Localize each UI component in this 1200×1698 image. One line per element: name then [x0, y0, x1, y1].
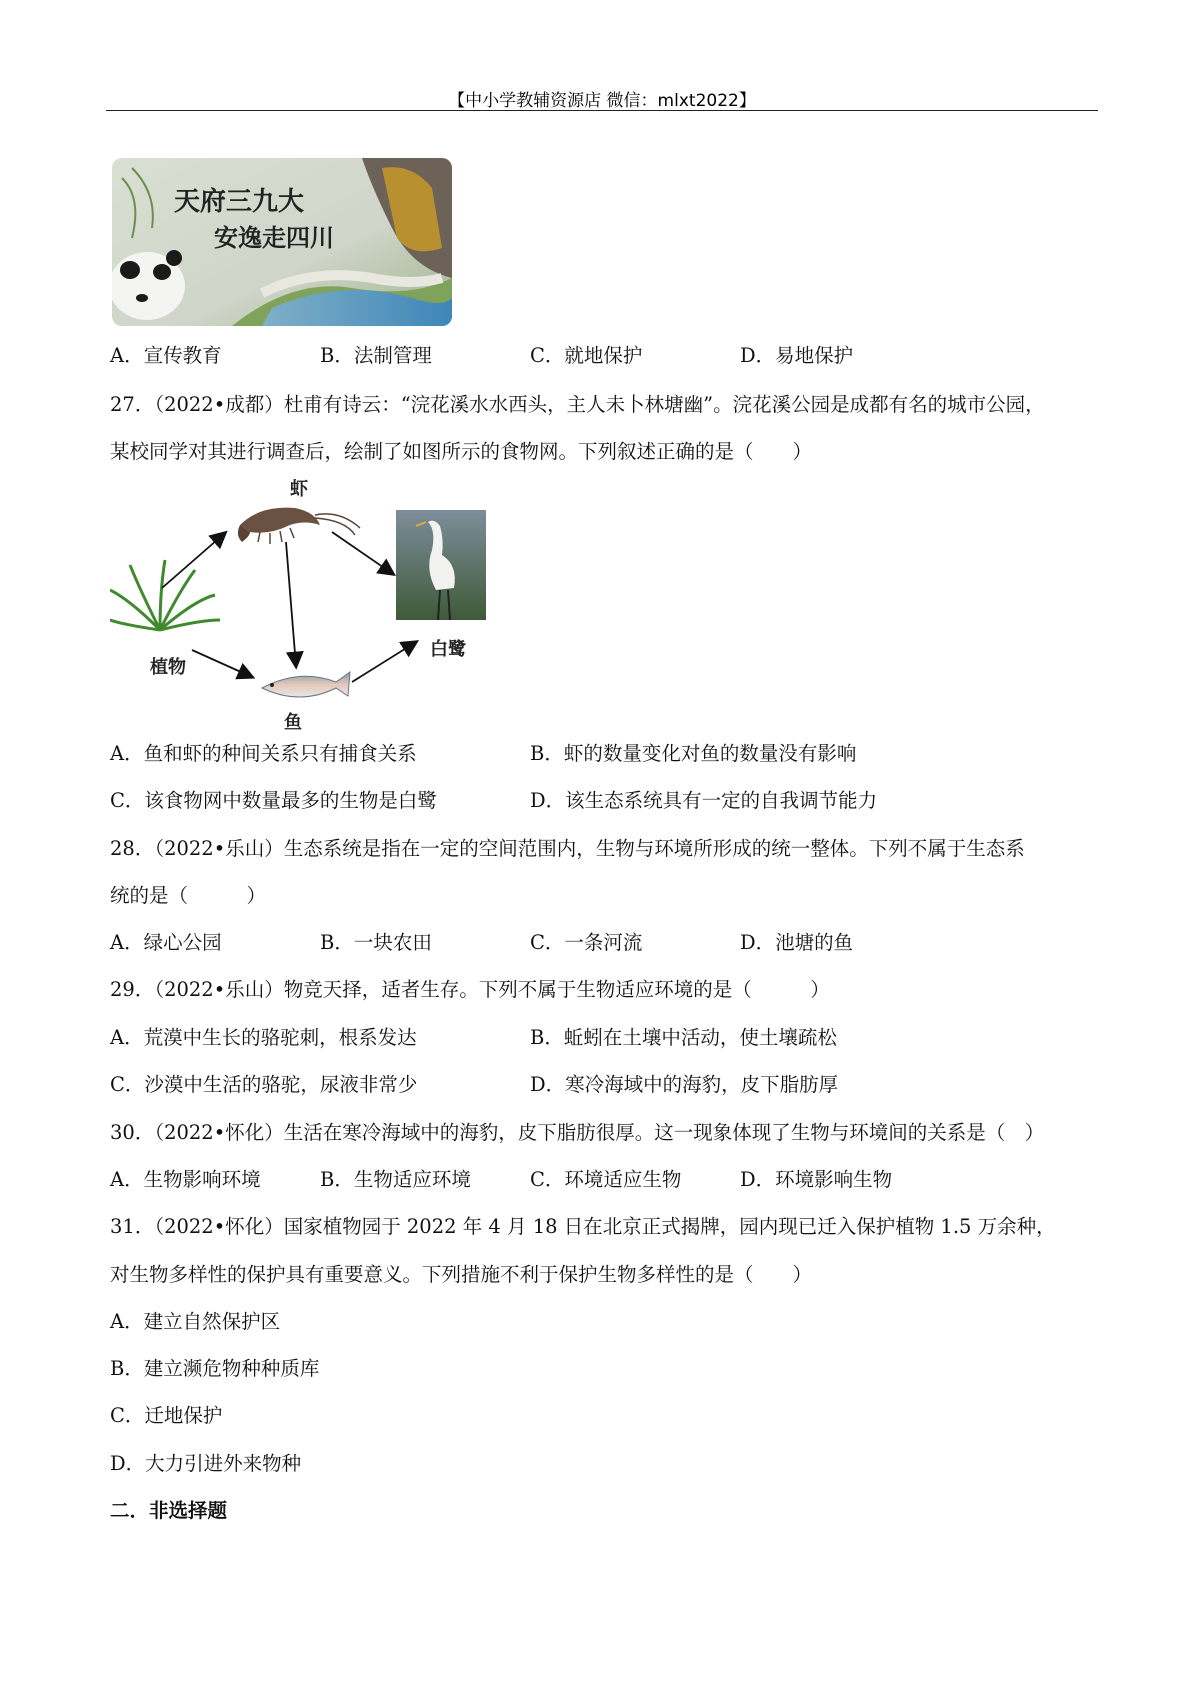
plant-image [110, 560, 220, 630]
arrow-shrimp-to-egret [332, 532, 393, 574]
q30-option-c: C．环境适应生物 [530, 1168, 682, 1191]
fish-image [262, 672, 350, 697]
q27-stem-line2: 某校同学对其进行调查后，绘制了如图所示的食物网。下列叙述正确的是（ ） [110, 440, 813, 463]
q26-option-b: B．法制管理 [320, 344, 432, 367]
label-plant: 植物 [150, 657, 186, 678]
q31-option-d: D．大力引进外来物种 [110, 1452, 302, 1475]
q26-option-a: A．宣传教育 [110, 344, 222, 367]
arrow-shrimp-to-fish [286, 542, 296, 666]
q29-option-b: B．蚯蚓在土壤中活动，使土壤疏松 [530, 1026, 837, 1049]
q30-option-d: D．环境影响生物 [740, 1168, 893, 1191]
label-fish: 鱼 [284, 712, 302, 733]
q31-stem-line1: 31．（2022•怀化）国家植物园于 2022 年 4 月 18 日在北京正式揭牌，园内现已迁入保护植物 1.5 万余种， [110, 1215, 1056, 1238]
q29-option-a: A．荒漠中生长的骆驼刺，根系发达 [110, 1026, 417, 1049]
page-header: 【中小学教辅资源店 微信：mlxt2022】 [448, 91, 756, 111]
q28-option-a: A．绿心公园 [110, 931, 222, 954]
q27-option-a: A．鱼和虾的种间关系只有捕食关系 [110, 742, 417, 765]
q30-stem-line1: 30．（2022•怀化）生活在寒冷海域中的海豹，皮下脂肪很厚。这一现象体现了生物与环境间的关系是（ ） [110, 1121, 1045, 1144]
q29-stem-line1: 29．（2022•乐山）物竞天择，适者生存。下列不属于生物适应环境的是（ ） [110, 978, 830, 1001]
q27-option-c: C．该食物网中数量最多的生物是白鹭 [110, 789, 437, 812]
q27-stem-line1: 27．（2022•成都）杜甫有诗云：“浣花溪水水西头，主人未卜林塘幽”。浣花溪公园是成都有名的城市公园， [110, 393, 1045, 416]
arrow-plant-to-fish [192, 650, 252, 677]
sichuan-banner-image [112, 158, 452, 326]
arrow-fish-to-egret [352, 642, 416, 682]
egret-image [396, 510, 486, 620]
q29-option-d: D．寒冷海域中的海豹，皮下脂肪厚 [530, 1073, 839, 1096]
q28-option-d: D．池塘的鱼 [740, 931, 854, 954]
q29-option-c: C．沙漠中生活的骆驼，尿液非常少 [110, 1073, 418, 1096]
q28-stem-line2: 统的是（ ） [110, 884, 267, 907]
header-rule [106, 110, 1098, 111]
q31-option-c: C．迁地保护 [110, 1404, 223, 1427]
q28-option-c: C．一条河流 [530, 931, 643, 954]
q31-stem-line2: 对生物多样性的保护具有重要意义。下列措施不利于保护生物多样性的是（ ） [110, 1263, 813, 1286]
section-title-non-choice: 二．非选择题 [110, 1499, 228, 1522]
q27-option-b: B．虾的数量变化对鱼的数量没有影响 [530, 742, 857, 765]
q26-option-d: D．易地保护 [740, 344, 854, 367]
q31-option-a: A．建立自然保护区 [110, 1310, 281, 1333]
q30-option-b: B．生物适应环境 [320, 1168, 471, 1191]
food-web-figure [110, 470, 490, 732]
banner-line1: 天府三九大 [174, 187, 305, 217]
q31-option-b: B．建立濒危物种种质库 [110, 1357, 320, 1380]
banner-line2: 安逸走四川 [214, 224, 334, 252]
q26-option-c: C．就地保护 [530, 344, 643, 367]
label-egret: 白鹭 [430, 639, 466, 660]
label-shrimp: 虾 [290, 479, 308, 500]
q27-option-d: D．该生态系统具有一定的自我调节能力 [530, 789, 878, 812]
q28-stem-line1: 28．（2022•乐山）生态系统是指在一定的空间范围内，生物与环境所形成的统一整体。下列不属于生态系 [110, 837, 1025, 860]
q28-option-b: B．一块农田 [320, 931, 432, 954]
q30-option-a: A．生物影响环境 [110, 1168, 261, 1191]
arrow-plant-to-shrimp [162, 533, 225, 588]
